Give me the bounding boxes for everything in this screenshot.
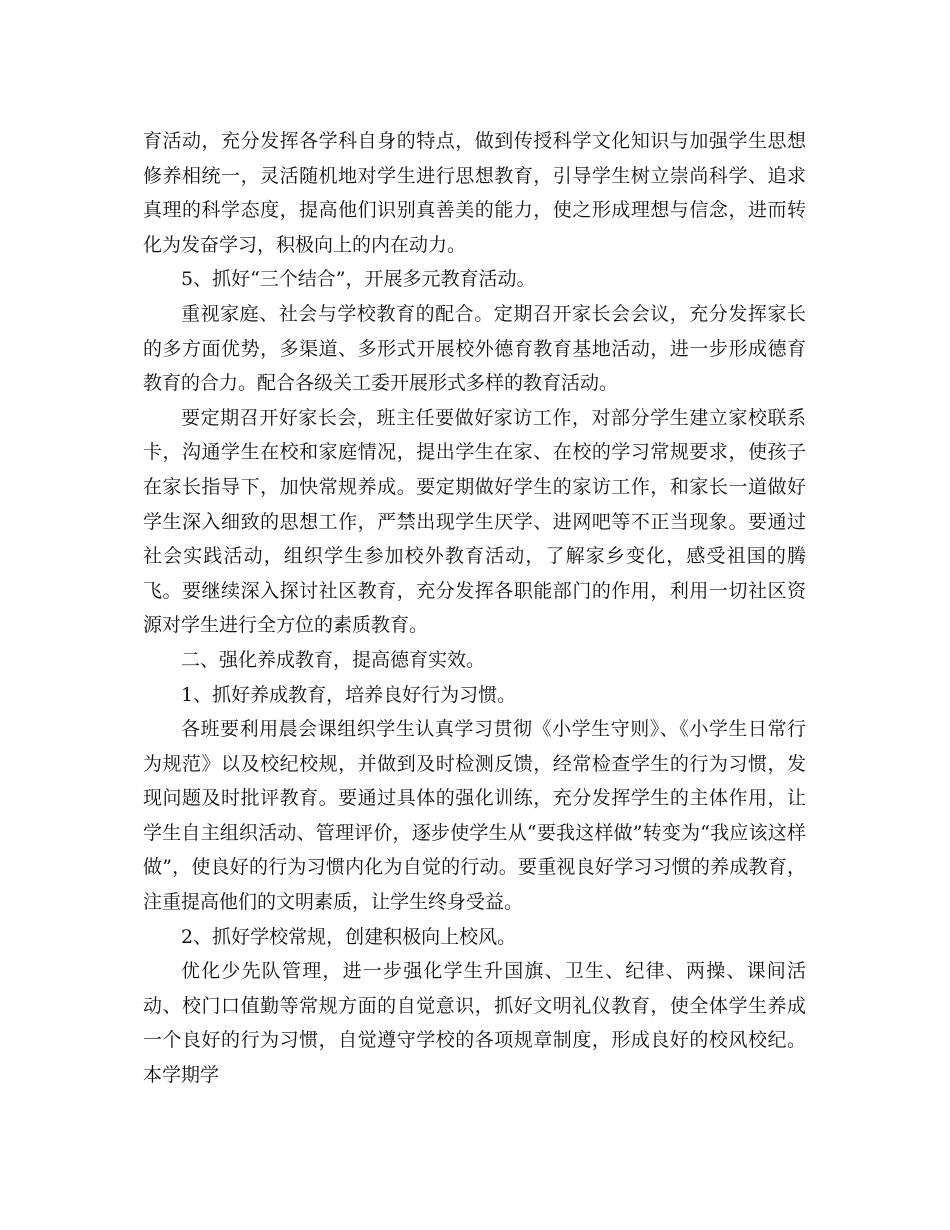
paragraph-1: 育活动，充分发挥各学科自身的特点，做到传授科学文化知识与加强学生思想修养相统一，灵活随机地对学生进行思想教育，引导学生树立崇尚科学、追求真理的科学态度，提高他们识别真善美的能力，使之形成理想与信念，进而转化为发奋学习，积极向上的内在动力。 xyxy=(143,130,806,256)
paragraph-7: 各班要利用晨会课组织学生认真学习贯彻《小学生守则》、《小学生日常行为规范》以及校纪校规，并做到及时检测反馈，经常检查学生的行为习惯，发现问题及时批评教育。要通过具体的强化训练，充分发挥学生的主体作用，让学生自主组织活动、管理评价，逐步使学生从“要我这样做”转变为“我应该这样做”，使良好的行为习惯内化为自觉的行动。要重视良好学习习惯的养成教育，注重提高他们的文明素质，让学生终身受益。 xyxy=(143,718,806,914)
paragraph-6-heading: 1、抓好养成教育，培养良好行为习惯。 xyxy=(181,683,517,706)
paragraph-8-heading: 2、抓好学校常规，创建积极向上校风。 xyxy=(181,925,517,948)
paragraph-3: 重视家庭、社会与学校教育的配合。定期召开家长会会议，充分发挥家长的多方面优势，多渠道、多形式开展校外德育教育基地活动，进一步形成德育教育的合力。配合各级关工委开展形式多样的教育活动。 xyxy=(143,302,806,395)
paragraph-5-heading: 二、强化养成教育，提高德育实效。 xyxy=(181,648,486,671)
paragraph-9: 优化少先队管理，进一步强化学生升国旗、卫生、纪律、两操、课间活动、校门口值勤等常规方面的自觉意识，抓好文明礼仪教育，使全体学生养成一个良好的行为习惯，自觉遵守学校的各项规章制度，形成良好的校风校纪。本学期学 xyxy=(143,960,806,1087)
document-page xyxy=(143,124,806,1093)
paragraph-4: 要定期召开好家长会，班主任要做好家访工作，对部分学生建立家校联系卡，沟通学生在校和家庭情况，提出学生在家、在校的学习常规要求，使孩子在家长指导下，加快常规养成。要定期做好学生的家访工作，和家长一道做好学生深入细致的思想工作，严禁出现学生厌学、进网吧等不正当现象。要通过社会实践活动，组织学生参加校外教育活动，了解家乡变化，感受祖国的腾飞。要继续深入探讨社区教育，充分发挥各职能部门的作用，利用一切社区资源对学生进行全方位的素质教育。 xyxy=(143,406,806,637)
paragraph-2-heading: 5、抓好“三个结合”，开展多元教育活动。 xyxy=(181,268,536,291)
